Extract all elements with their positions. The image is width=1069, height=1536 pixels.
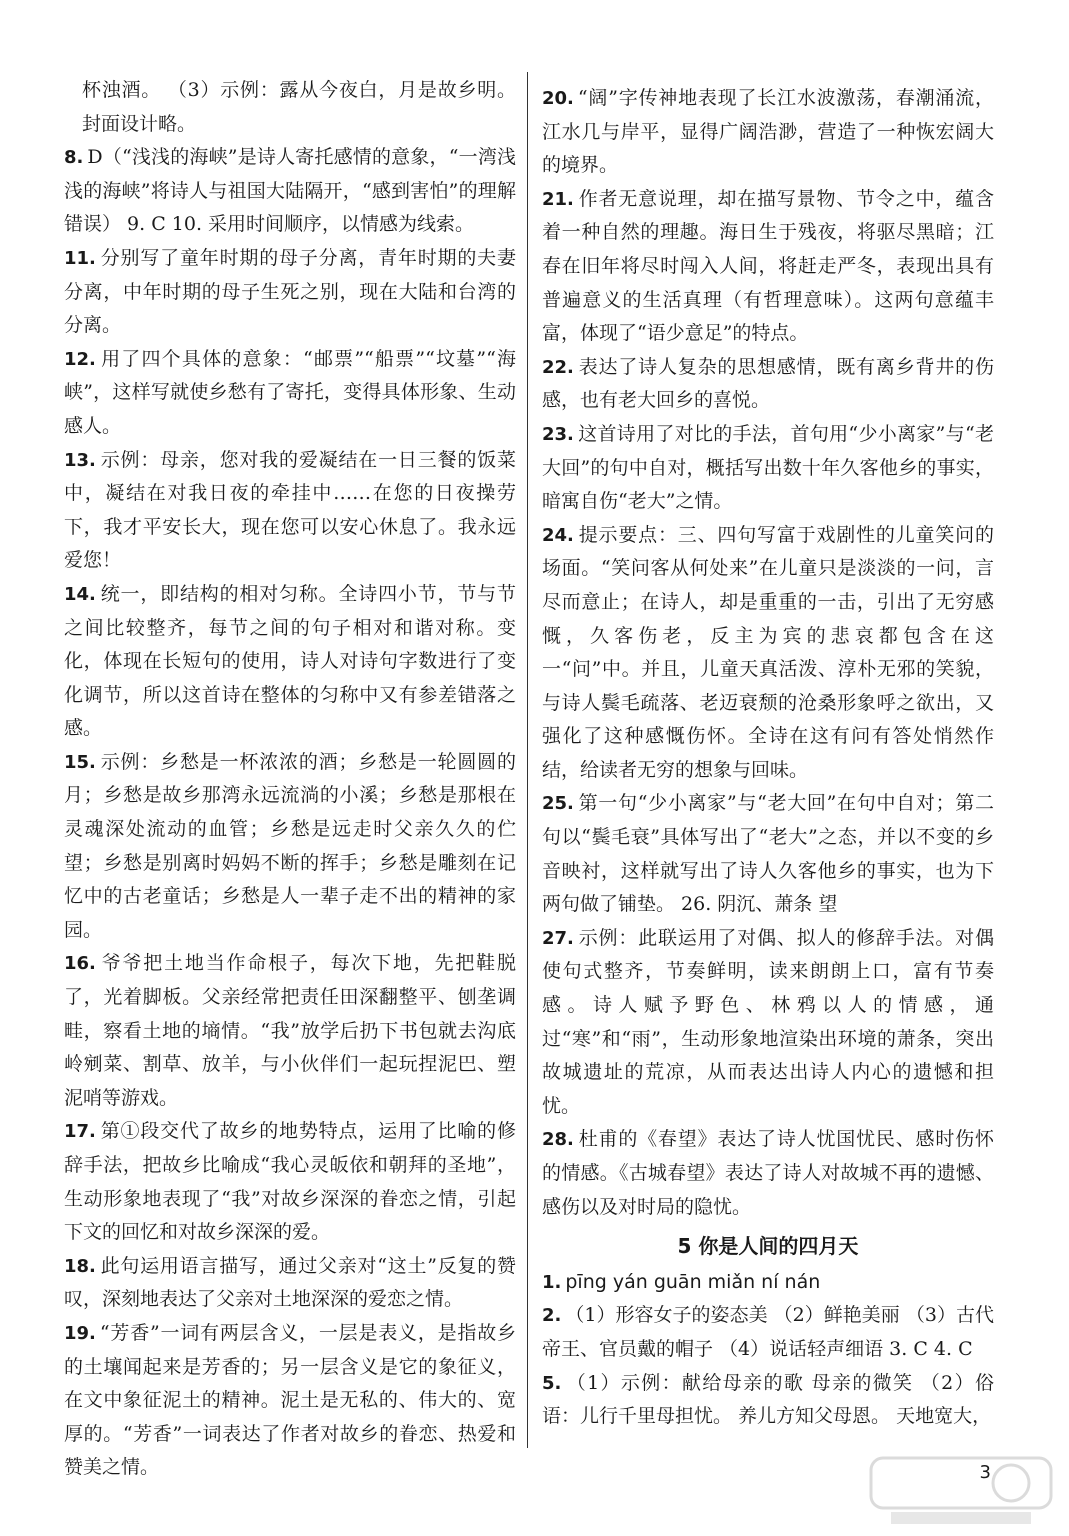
answer-item <box>64 746 516 948</box>
answer-text: （1）示例：献给母亲的歌 母亲的微笑 （2）俗语：儿行千里母担忧。 养儿方知父母恩。 天地宽大， <box>542 1371 994 1428</box>
answer-text: “阔”字传神地表现了长江水波激荡，春潮涌流，江水几与岸平，显得广阔浩渺，营造了一种恢宏阔大的境界。 <box>542 87 994 177</box>
answer-number: 15. <box>64 751 96 773</box>
answer-number: 27. <box>542 927 574 949</box>
answer-text: 作者无意说理，却在描写景物、节令之中，蕴含着一种自然的理趣。海日生于残夜，将驱尽黑暗；江春在旧年将尽时闯入人间，将赶走严冬，表现出具有普遍意义的生活真理（有哲理意味）。这两句意蕴丰富，体现了“语少意足”的特点。 <box>542 187 994 345</box>
answer-number: 17. <box>64 1121 96 1143</box>
answer-text: 示例：乡愁是一杯浓浓的酒；乡愁是一轮圆圆的月；乡愁是故乡那湾永远流淌的小溪；乡愁是那根在灵魂深处流动的血管；乡愁是远走时父亲久久的伫望；乡愁是别离时妈妈不断的挥手；乡愁是雕刻在记忆中的古老童话；乡愁是人一辈子走不出的精神的家园。 <box>64 750 516 941</box>
answer-item <box>542 519 994 788</box>
answer-text: 此句运用语言描写，通过父亲对“这土”反复的赞叹，深刻地表达了父亲对土地深深的爱恋之情。 <box>64 1254 516 1311</box>
answer-number: 21. <box>542 188 574 210</box>
answer-number: 8. <box>64 147 84 169</box>
answer-number: 11. <box>64 247 96 269</box>
answer-number: 12. <box>64 348 96 370</box>
answer-number: 13. <box>64 449 96 471</box>
answer-text: “芳香”一词有两层含义，一层是表义，是指故乡的土壤闻起来是芳香的；另一层含义是它的象征义，在文中象征泥土的精神。泥土是无私的、伟大的、宽厚的。“芳香”一词表达了作者对故乡的眷恋、热爱和赞美之情。 <box>64 1321 516 1479</box>
answer-number: 2. <box>542 1305 562 1327</box>
column-divider <box>527 72 528 1448</box>
answer-number: 18. <box>64 1255 96 1277</box>
answer-item <box>64 242 516 343</box>
answer-item <box>542 1123 994 1224</box>
right-column-items <box>542 82 994 1224</box>
answer-number: 24. <box>542 524 574 546</box>
answer-text: 示例：此联运用了对偶、拟人的修辞手法。对偶使句式整齐，节奏鲜明，读来朗朗上口，富有节奏感。诗人赋予野色、林鸦以人的情感，通过“寒”和“雨”，生动形象地渲染出环境的萧条，突出故城遗址的荒凉，从而表达出诗人内心的遗憾和担忧。 <box>542 926 994 1117</box>
answer-text: 杜甫的《春望》表达了诗人忧国忧民、感时伤怀的情感。《古城春望》表达了诗人对故城不再的遗憾、感伤以及对时局的隐忧。 <box>542 1128 994 1218</box>
answer-text: 分别写了童年时期的母子分离，青年时期的夫妻分离，中年时期的母子生死之别，现在大陆和台湾的分离。 <box>64 246 516 337</box>
answer-number: 1. <box>542 1271 562 1293</box>
answer-number: 28. <box>542 1129 574 1151</box>
answer-text: 爷爷把土地当作命根子，每次下地，先把鞋脱了，光着脚板。父亲经常把责任田深翻整平、刨垄调畦，察看土地的墒情。“我”放学后扔下书包就去沟底岭剜菜、割草、放羊，与小伙伴们一起玩捏泥巴、塑泥哨等游戏。 <box>64 952 516 1109</box>
answer-text: 第一句“少小离家”与“老大回”在句中自对；第二句以“鬓毛衰”具体写出了“老大”之态，并以不变的乡音映衬，这样就写出了诗人久客他乡的事实，也为下两句做了铺垫。 26. 阴沉、萧条 望 <box>542 792 994 916</box>
answer-item <box>64 1115 516 1249</box>
section-title: 5 你是人间的四月天 <box>677 1234 859 1259</box>
answer-text: 示例：母亲，您对我的爱凝结在一日三餐的饭菜中，凝结在对我日夜的牵挂中……在您的日夜操劳下，我才平安长大，现在您可以安心休息了。我永远爱您！ <box>64 448 516 572</box>
answer-item <box>64 343 516 444</box>
answer-item <box>64 141 516 242</box>
answer-text: pīng yán guān miǎn ní nán <box>565 1270 821 1293</box>
answer-text: 杯浊酒。 （3）示例：露从今夜白，月是故乡明。封面设计略。 <box>82 79 516 135</box>
answer-text: D（“浅浅的海峡”是诗人寄托感情的意象，“一湾浅浅的海峡”将诗人与祖国大陆隔开，“感到害怕”的理解错误） 9. C 10. 采用时间顺序，以情感为线索。 <box>64 146 516 236</box>
answer-item <box>542 922 994 1124</box>
right-column <box>542 82 994 1434</box>
answer-item <box>64 1250 516 1317</box>
page-number: 3 <box>979 1462 991 1483</box>
answer-number: 20. <box>542 88 574 109</box>
answer-text: 表达了诗人复杂的思想感情，既有离乡背井的伤感，也有老大回乡的喜悦。 <box>542 355 994 412</box>
answer-item <box>542 82 994 183</box>
answer-number: 23. <box>542 423 574 445</box>
section-items <box>542 1266 994 1434</box>
answer-number: 5. <box>542 1372 562 1394</box>
left-column <box>64 74 516 1485</box>
answer-item <box>64 578 516 746</box>
answer-number: 16. <box>64 953 96 975</box>
answer-item <box>542 183 994 351</box>
answer-text: （1）形容女子的姿态美 （2）鲜艳美丽 （3）古代帝王、官员戴的帽子 （4）说话轻声细语 3. C 4. C <box>542 1304 994 1360</box>
answer-item <box>64 444 516 578</box>
answer-item <box>64 1317 516 1485</box>
answer-item <box>542 787 994 921</box>
answer-number: 22. <box>542 356 574 378</box>
answer-item <box>64 947 516 1115</box>
answer-text: 这首诗用了对比的手法，首句用“少小离家”与“老大回”的句中自对，概括写出数十年久客他乡的事实，暗寓自伤“老大”之情。 <box>542 422 994 513</box>
watermark-logo <box>861 1450 1061 1530</box>
answer-number: 19. <box>64 1322 96 1344</box>
answer-text: 提示要点：三、四句写富于戏剧性的儿童笑问的场面。“笑问客从何处来”在儿童只是淡淡的一问，言尽而意止；在诗人，却是重重的一击，引出了无穷感慨，久客伤老，反主为宾的悲哀都包含在这一“问”中。并且，儿童天真活泼、淳朴无邪的笑貌，与诗人鬓毛疏落、老迈衰颓的沧桑形象呼之欲出，又强化了这种感慨伤怀。全诗在这有问有答处悄然作结，给读者无穷的想象与回味。 <box>542 523 994 781</box>
answer-item <box>542 1299 994 1366</box>
answer-item <box>64 74 516 141</box>
answer-text: 第①段交代了故乡的地势特点，运用了比喻的修辞手法，把故乡比喻成“我心灵皈依和朝拜的圣地”，生动形象地表现了“我”对故乡深深的眷恋之情，引起下文的回忆和对故乡深深的爱。 <box>64 1120 516 1244</box>
answer-item <box>542 418 994 519</box>
answer-item <box>542 1266 994 1300</box>
answer-item <box>542 351 994 418</box>
answer-number: 25. <box>542 793 574 815</box>
answer-item <box>542 1367 994 1434</box>
answer-number: 14. <box>64 583 96 605</box>
answer-text: 用了四个具体的意象：“邮票”“船票”“坟墓”“海峡”，这样写就使乡愁有了寄托，变得具体形象、生动感人。 <box>64 347 516 437</box>
answer-text: 统一，即结构的相对匀称。全诗四小节，节与节之间比较整齐，每节之间的句子相对和谐对称。变化，体现在长短句的使用，诗人对诗句字数进行了变化调节，所以这首诗在整体的匀称中又有参差错落之感。 <box>64 582 516 740</box>
